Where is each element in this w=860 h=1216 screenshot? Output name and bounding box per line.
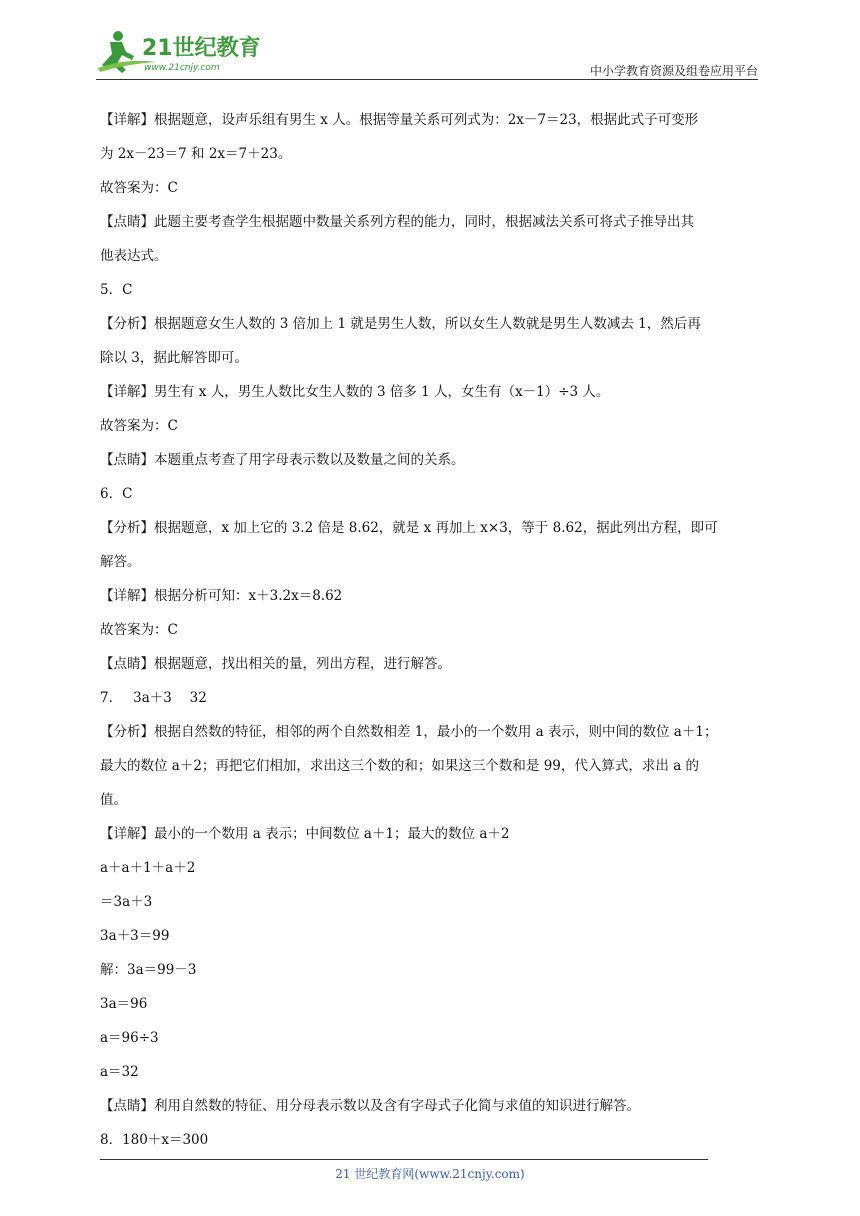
text-line: 故答案为：C [100, 180, 178, 196]
equation-line: a＝96÷3 [100, 1030, 159, 1046]
answer-content [100, 103, 762, 1157]
text-line: 【详解】根据题意，设声乐组有男生 x 人。根据等量关系可列式为：2x－7＝23，根据此式子可变形 [100, 112, 699, 128]
header-divider [96, 79, 758, 80]
question-number: 7． 3a＋3 32 [100, 690, 207, 706]
text-line: 故答案为：C [100, 622, 178, 638]
equation-line: 3a＝96 [100, 996, 148, 1012]
footer-divider [100, 1159, 708, 1160]
site-logo [96, 28, 266, 76]
equation-line: ＝3a＋3 [100, 894, 153, 910]
text-line: 【详解】根据分析可知：x＋3.2x＝8.62 [100, 588, 343, 604]
equation-line: a＋a＋1＋a＋2 [100, 860, 196, 876]
text-line: 【点睛】本题重点考查了用字母表示数以及数量之间的关系。 [100, 452, 465, 468]
text-line: 【详解】最小的一个数用 a 表示；中间数位 a＋1；最大的数位 a＋2 [100, 826, 510, 842]
page-footer[interactable]: 21 世纪教育网(www.21cnjy.com) [335, 1167, 525, 1181]
text-line: 【分析】根据题意女生人数的 3 倍加上 1 就是男生人数，所以女生人数就是男生人数减去 1，然后再 [100, 316, 701, 332]
text-line: 为 2x－23＝7 和 2x＝7＋23。 [100, 146, 292, 162]
page-header [96, 28, 758, 80]
logo-text: 21世纪教育 [142, 36, 261, 61]
text-line: 值。 [100, 792, 127, 808]
text-line: 【点睛】此题主要考查学生根据题中数量关系列方程的能力，同时，根据减法关系可将式子推导出其 [100, 214, 694, 230]
question-number: 5．C [100, 282, 133, 298]
question-number: 6．C [100, 486, 133, 502]
text-line: 【详解】男生有 x 人，男生人数比女生人数的 3 倍多 1 人，女生有（x－1）÷3 人。 [100, 384, 610, 400]
site-title: 中小学教育资源及组卷应用平台 [589, 64, 758, 78]
equation-line: 3a＋3＝99 [100, 928, 170, 944]
equation-line: 解：3a＝99－3 [100, 962, 197, 978]
text-line: 除以 3，据此解答即可。 [100, 350, 248, 366]
text-line: 【点睛】根据题意，找出相关的量，列出方程，进行解答。 [100, 656, 451, 672]
equation-line: a＝32 [100, 1064, 139, 1080]
text-line: 解答。 [100, 554, 141, 570]
text-line: 【分析】根据自然数的特征，相邻的两个自然数相差 1，最小的一个数用 a 表示，则中间的数位 a＋1； [100, 724, 718, 740]
text-line: 【分析】根据题意，x 加上它的 3.2 倍是 8.62，就是 x 再加上 x×3，等于 8.62，据此列出方程，即可 [100, 520, 718, 536]
text-line: 【点睛】利用自然数的特征、用分母表示数以及含有字母式子化简与求值的知识进行解答。 [100, 1098, 640, 1114]
text-line: 最大的数位 a＋2；再把它们相加，求出这三个数的和；如果这三个数和是 99，代入算式，求出 a 的 [100, 758, 700, 774]
text-line: 故答案为：C [100, 418, 178, 434]
logo-url-text: www.21cnjy.com [144, 63, 220, 73]
text-line: 他表达式。 [100, 248, 168, 264]
question-number: 8．180＋x＝300 [100, 1132, 209, 1148]
